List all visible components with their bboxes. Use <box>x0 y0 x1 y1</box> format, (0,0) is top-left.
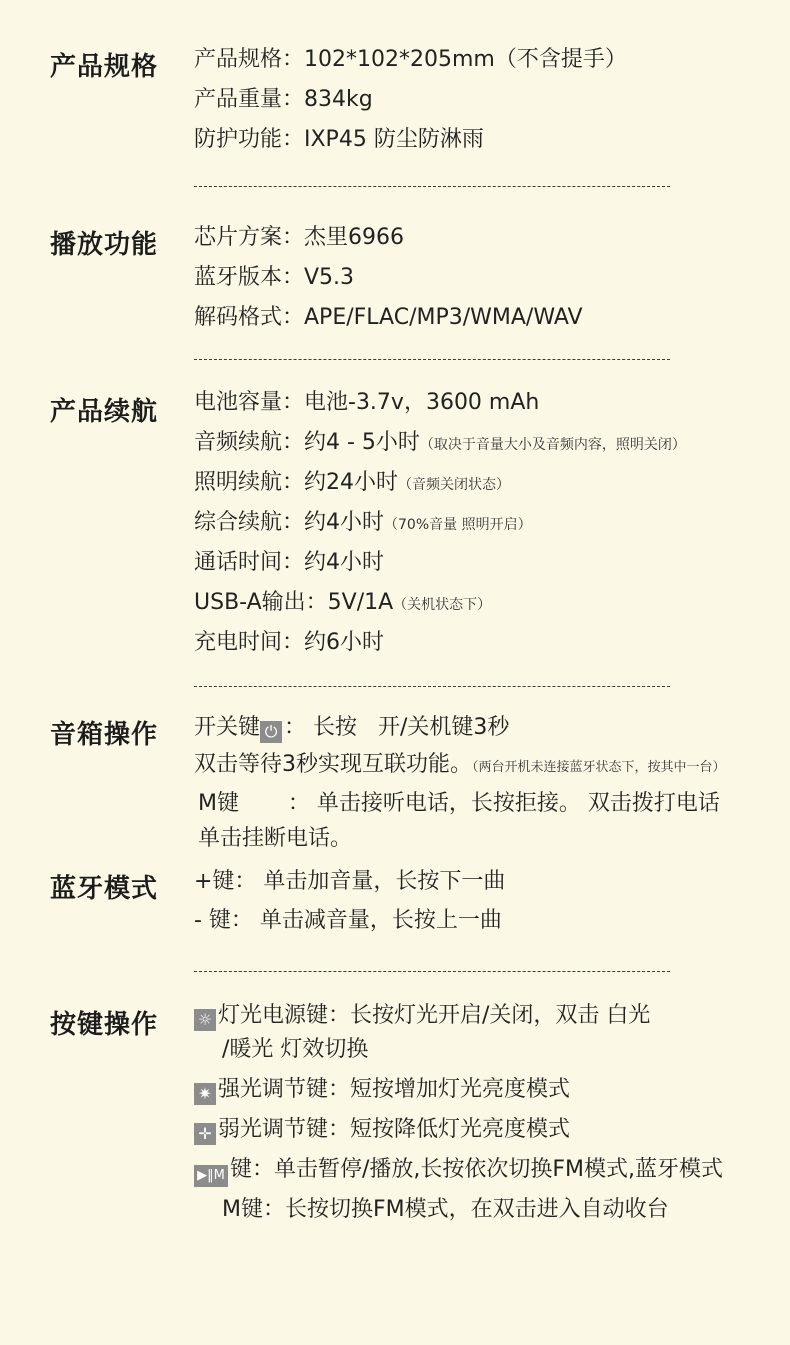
battery-combined-runtime <box>194 509 532 539</box>
keys-play-pause <box>194 1156 723 1187</box>
section-title-speaker: 音箱操作 <box>50 720 159 750</box>
battery-charge-time <box>194 629 384 657</box>
bluetooth-minus-key: - 键： 单击减音量，长按上一曲 <box>194 908 502 933</box>
section-title-play: 播放功能 <box>50 230 159 260</box>
bright-up-text: 强光调节键：短按增加灯光亮度模式 <box>218 1077 571 1102</box>
audio-runtime-note: （取决于音量大小及音频内容，照明关闭） <box>419 437 686 453</box>
double-tap-note: （两台开机未连接蓝牙状态下，按其中一台） <box>472 760 726 775</box>
section-title-spec: 产品规格 <box>50 52 159 82</box>
bluetooth-plus-key: +键： 单击加音量，长按下一曲 <box>194 869 506 894</box>
battery-capacity <box>194 389 539 417</box>
play-pause-text: 键：单击暂停/播放,长按依次切换FM模式,蓝牙模式 <box>230 1157 724 1182</box>
play-decode-format: 解码格式：APE/FLAC/MP3/WMA/WAV <box>194 305 583 330</box>
spec-protection: 防护功能：IXP45 防尘防淋雨 <box>194 127 484 152</box>
battery-call-time <box>194 549 384 577</box>
keys-light-power-cont: /暖光 灯效切换 <box>222 1037 369 1062</box>
divider <box>194 186 670 187</box>
dim-icon: ✛ <box>194 1123 216 1145</box>
divider <box>194 359 670 360</box>
play-pause-m-icon: ▶‖M <box>194 1165 228 1187</box>
power-key-desc: ： 长按 开/关机键3秒 <box>284 715 510 740</box>
power-icon: ⏻ <box>260 721 282 743</box>
speaker-power-key <box>194 714 509 743</box>
call-time-text: 通话时间：约4小时 <box>194 550 384 575</box>
double-tap-text: 双击等待3秒实现互联功能。 <box>194 752 472 777</box>
play-bluetooth-version: 蓝牙版本：V5.3 <box>194 265 355 290</box>
spec-size: 产品规格：102*102*205mm（不含提手） <box>194 47 627 72</box>
power-key-label: 开关键 <box>194 715 261 740</box>
combined-runtime-note: （70%音量 照明开启） <box>384 517 532 533</box>
battery-capacity-text: 电池容量：电池-3.7v，3600 mAh <box>194 390 540 415</box>
section-title-battery: 产品续航 <box>50 397 159 427</box>
spec-weight: 产品重量：834kg <box>194 87 373 112</box>
charge-time-text: 充电时间：约6小时 <box>194 630 384 655</box>
sun-icon: ✷ <box>194 1083 216 1105</box>
bright-down-text: 弱光调节键：短按降低灯光亮度模式 <box>218 1117 571 1142</box>
light-runtime-text: 照明续航：约24小时 <box>194 470 398 495</box>
speaker-double-tap <box>194 751 726 782</box>
light-power-text: 灯光电源键：长按灯光开启/关闭，双击 白光 <box>218 1003 651 1028</box>
light-runtime-note: （音频关闭状态） <box>398 477 510 493</box>
usb-output-text: USB-A输出：5V/1A <box>194 590 394 615</box>
keys-light-power <box>194 1002 650 1031</box>
usb-output-note: （关机状态下） <box>393 597 492 613</box>
light-icon: ☼ <box>194 1009 216 1031</box>
section-title-bluetooth: 蓝牙模式 <box>50 874 159 904</box>
keys-m-key: M键：长按切换FM模式，在双击进入自动收台 <box>222 1197 669 1222</box>
audio-runtime-text: 音频续航：约4 - 5小时 <box>194 430 420 455</box>
divider <box>194 971 670 972</box>
divider <box>194 686 670 687</box>
battery-usb-output <box>194 589 491 619</box>
battery-light-runtime <box>194 469 510 499</box>
keys-bright-up <box>194 1076 570 1105</box>
section-title-keys: 按键操作 <box>50 1010 159 1040</box>
combined-runtime-text: 综合续航：约4小时 <box>194 510 384 535</box>
play-chip: 芯片方案：杰里6966 <box>194 225 404 250</box>
battery-audio-runtime <box>194 429 686 459</box>
speaker-m-key-1: M键 ： 单击接听电话，长按拒接。 双击拨打电话 <box>198 791 720 816</box>
speaker-m-key-2: 单击挂断电话。 <box>198 826 353 851</box>
keys-bright-down <box>194 1116 570 1145</box>
